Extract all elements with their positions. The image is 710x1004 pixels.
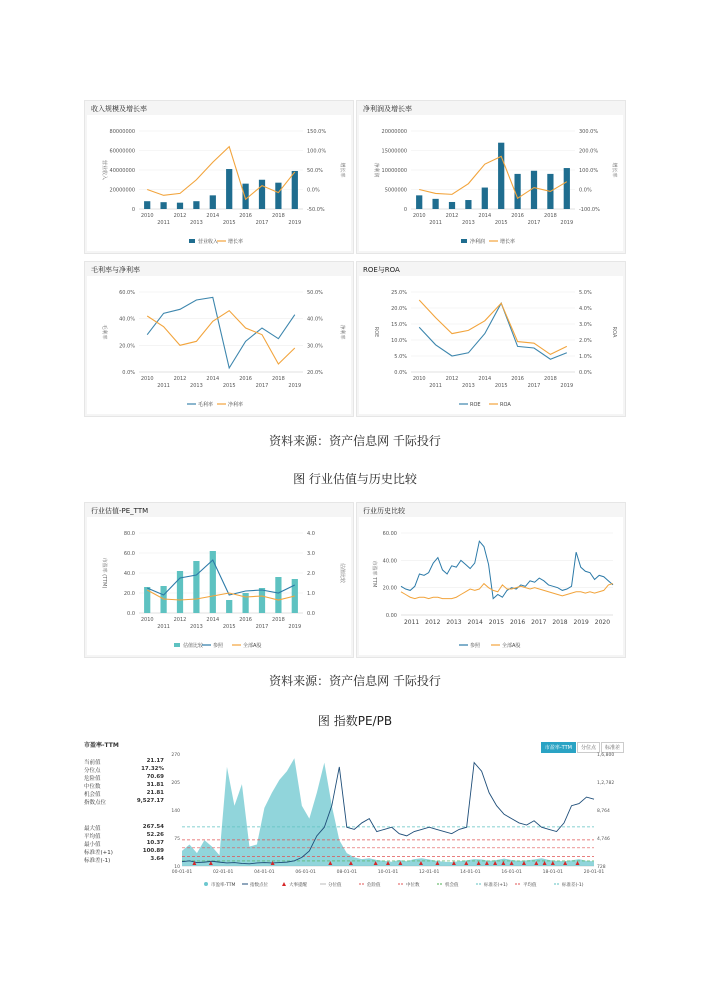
x-tick-label: 2018 xyxy=(272,617,285,623)
x-tick-label: 20-01-01 xyxy=(583,870,605,875)
panel-title: 净利润及增长率 xyxy=(363,105,412,113)
x-tick-label: 04-01-01 xyxy=(254,870,275,875)
y-tick-label: 60.0% xyxy=(119,290,135,296)
legend-label: 参照 xyxy=(470,643,481,649)
panel-history xyxy=(356,502,626,658)
y2-tick-label: 20.0% xyxy=(307,370,323,376)
y-tick-label: 0 xyxy=(131,207,135,213)
stats-value: 3.64 xyxy=(150,856,164,862)
source-caption-2: 资料来源：资产信息网 千际投行 xyxy=(269,674,441,688)
stats-value: 31.81 xyxy=(146,782,164,788)
x-tick-label: 08-01-01 xyxy=(336,870,358,875)
y-tick-label: 15.0% xyxy=(391,322,407,328)
y-tick-label: 20.0% xyxy=(391,306,407,312)
legend-label: 估值比较 xyxy=(183,643,204,649)
legend-label: 危险值 xyxy=(367,883,381,888)
x-tick-label: 2017 xyxy=(527,220,541,226)
y-tick-label: 0 xyxy=(403,207,407,213)
x-tick-label: 2010 xyxy=(140,213,154,219)
y2-tick-label: 2.0% xyxy=(579,338,592,344)
y2-tick-label: 4.0 xyxy=(307,531,315,537)
x-tick-label: 2015 xyxy=(222,220,236,226)
y-tick-label: 5000000 xyxy=(384,187,407,194)
x-tick-label: 2017 xyxy=(255,383,269,389)
legend-swatch xyxy=(204,882,208,886)
legend-swatch xyxy=(282,882,286,886)
legend-label: 大事提醒 xyxy=(289,883,307,888)
x-tick-label: 18-01-01 xyxy=(542,870,564,875)
legend-label: ROE xyxy=(470,402,481,408)
y2-tick-label: -100.0% xyxy=(579,207,600,213)
x-tick-label: 2012 xyxy=(445,376,459,382)
bar xyxy=(193,561,199,613)
y2-axis-title: ROA xyxy=(611,326,617,338)
legend-label: 市盈率-TTM xyxy=(211,883,236,888)
y-tick-label: 60.00 xyxy=(382,531,397,537)
legend-label: 全部A股 xyxy=(502,643,521,649)
panel-roe xyxy=(356,261,626,417)
stats-value: 17.32% xyxy=(141,766,164,772)
y2-tick-label: 200.0% xyxy=(579,148,599,155)
pe-area xyxy=(182,758,594,866)
bar xyxy=(177,203,183,209)
series-line xyxy=(147,147,295,200)
series-line xyxy=(419,156,567,198)
y2-tick-label: 1.0 xyxy=(307,591,315,597)
y-axis-title: 净利润 xyxy=(373,162,379,178)
panel-margins xyxy=(84,261,354,417)
legend-label: 净利润 xyxy=(470,239,486,245)
stats-row xyxy=(84,782,164,790)
x-tick-label: 2012 xyxy=(173,376,187,382)
x-tick-label: 2016 xyxy=(511,213,524,219)
y-tick-label: 0.00 xyxy=(385,613,397,619)
y-axis-title: 市盈率 TTM xyxy=(371,560,377,588)
stats-label: 分位点 xyxy=(84,768,101,774)
series-line xyxy=(401,541,613,598)
percentile-button[interactable]: 分位点 xyxy=(577,742,600,753)
x-tick-label: 2013 xyxy=(190,624,203,630)
y-tick-label: 60.0 xyxy=(123,551,135,557)
legend-label: 指数点位 xyxy=(250,883,268,888)
y-tick-label: 205 xyxy=(171,781,180,786)
bar xyxy=(465,200,471,209)
x-tick-label: 2014 xyxy=(206,213,220,219)
stats-row xyxy=(84,774,164,782)
x-tick-label: 2018 xyxy=(272,213,285,219)
stats-value: 267.54 xyxy=(142,824,164,830)
stats-title: 市盈率-TTM xyxy=(84,742,119,749)
stats-row xyxy=(84,848,164,856)
legend-label: 全部A股 xyxy=(243,643,262,649)
x-tick-label: 2010 xyxy=(412,376,426,382)
x-tick-label: 2011 xyxy=(157,624,170,630)
legend-label: 机会值 xyxy=(445,883,459,888)
x-tick-label: 2011 xyxy=(157,220,170,226)
x-tick-label: 2011 xyxy=(403,619,420,626)
stats-label: 中位数 xyxy=(84,784,101,790)
legend-label: 参照 xyxy=(213,643,224,649)
stats-label: 危险值 xyxy=(84,776,101,782)
x-tick-label: 2016 xyxy=(239,617,252,623)
y-tick-label: 75 xyxy=(174,837,180,842)
stats-row xyxy=(84,856,164,864)
y2-axis-title: 估值比较 xyxy=(339,562,345,584)
y-axis-title: 毛利率 xyxy=(101,324,107,340)
panel-title: ROE与ROA xyxy=(363,266,400,274)
x-tick-label: 2017 xyxy=(255,624,269,630)
x-tick-label: 2014 xyxy=(478,213,492,219)
x-tick-label: 2011 xyxy=(429,383,442,389)
stats-label: 标准差(+1) xyxy=(84,850,113,856)
x-tick-label: 2014 xyxy=(206,617,220,623)
y2-axis-title: 净利率 xyxy=(339,324,345,340)
valuation-chart xyxy=(87,517,351,655)
y-tick-label: 10 xyxy=(174,865,180,870)
margins-chart xyxy=(87,276,351,414)
index-pe-chart xyxy=(166,740,624,892)
x-tick-label: 2015 xyxy=(494,383,508,389)
stats-label: 最大值 xyxy=(84,826,101,832)
bar xyxy=(275,577,281,613)
x-tick-label: 02-01-01 xyxy=(212,870,234,875)
x-tick-label: 2010 xyxy=(412,213,426,219)
y2-tick-label: 4,746 xyxy=(597,837,610,842)
x-tick-label: 2012 xyxy=(173,213,187,219)
y2-tick-label: 40.0% xyxy=(307,316,323,323)
y-tick-label: 140 xyxy=(171,809,180,814)
panel-revenue xyxy=(84,100,354,254)
history-chart xyxy=(359,517,623,655)
stats-row xyxy=(84,798,164,806)
legend-label: 增长率 xyxy=(228,239,244,245)
x-tick-label: 2019 xyxy=(288,624,302,630)
x-tick-label: 2015 xyxy=(222,624,236,630)
y-axis-title: 市盈率 (TTM) xyxy=(101,557,107,589)
stats-value: 10.37 xyxy=(146,840,164,846)
y2-tick-label: 0.0% xyxy=(307,187,320,194)
panel-title: 行业历史比较 xyxy=(363,507,405,515)
x-tick-label: 2011 xyxy=(157,383,170,389)
y2-tick-label: 100.0% xyxy=(579,168,599,174)
y-tick-label: 0.0 xyxy=(127,611,135,617)
stats-row xyxy=(84,832,164,840)
stats-label: 平均值 xyxy=(84,834,101,840)
x-tick-label: 2013 xyxy=(462,383,475,389)
y2-tick-label: 50.0% xyxy=(307,290,323,296)
legend-swatch xyxy=(174,643,180,647)
y-tick-label: 60000000 xyxy=(109,148,135,155)
legend-label: 分位值 xyxy=(328,883,342,888)
x-tick-label: 2012 xyxy=(425,619,441,626)
source-caption-1: 资料来源：资产信息网 千际投行 xyxy=(269,434,441,448)
y2-tick-label: 1,2,782 xyxy=(597,781,615,786)
x-tick-label: 2015 xyxy=(494,220,508,226)
y-tick-label: 20.0% xyxy=(119,343,135,350)
figure-caption-2: 图 指数PE/PB xyxy=(317,714,393,728)
stats-value: 21.81 xyxy=(146,790,164,796)
stats-row xyxy=(84,758,164,766)
y-tick-label: 20000000 xyxy=(109,187,135,194)
y2-tick-label: 0.0% xyxy=(579,187,592,194)
legend-swatch xyxy=(189,239,195,243)
netprofit-chart xyxy=(359,115,623,251)
y2-tick-label: 0.0% xyxy=(579,370,592,376)
x-tick-label: 2016 xyxy=(509,619,526,626)
panel-title: 毛利率与净利率 xyxy=(91,266,140,274)
y-tick-label: 40000000 xyxy=(109,168,135,174)
y2-tick-label: 1.0% xyxy=(579,354,592,360)
y2-tick-label: 3.0% xyxy=(579,322,592,328)
y2-tick-label: 0.0 xyxy=(307,611,315,617)
stats-value: 52.26 xyxy=(146,832,164,838)
x-tick-label: 2018 xyxy=(552,619,568,626)
x-tick-label: 16-01-01 xyxy=(501,870,522,875)
panel-netprofit xyxy=(356,100,626,254)
stats-value: 21.17 xyxy=(146,758,164,764)
x-tick-label: 2019 xyxy=(560,383,574,389)
y-tick-label: 10000000 xyxy=(381,168,407,174)
x-tick-label: 2019 xyxy=(560,220,574,226)
stats-label: 当前值 xyxy=(84,760,101,766)
bar xyxy=(193,201,199,209)
y-tick-label: 20000000 xyxy=(381,129,407,135)
bar xyxy=(259,588,265,613)
legend-label: 平均值 xyxy=(523,883,537,888)
stats-label: 机会值 xyxy=(84,792,101,798)
bar xyxy=(416,195,422,209)
x-tick-label: 2019 xyxy=(288,220,302,226)
x-tick-label: 2017 xyxy=(255,220,269,226)
x-tick-label: 2015 xyxy=(488,619,505,626)
series-line xyxy=(147,560,295,595)
bar xyxy=(226,600,232,613)
y2-tick-label: 5.0% xyxy=(579,290,592,296)
y2-tick-label: -50.0% xyxy=(307,207,325,213)
x-tick-label: 2018 xyxy=(544,376,557,382)
bar xyxy=(226,169,232,209)
x-tick-label: 2010 xyxy=(140,617,154,623)
y2-tick-label: 3.0 xyxy=(307,551,315,557)
legend-label: 毛利率 xyxy=(198,402,214,408)
x-tick-label: 2013 xyxy=(190,220,203,226)
legend-swatch xyxy=(461,239,467,243)
x-tick-label: 2013 xyxy=(446,619,462,626)
y2-tick-label: 150.0% xyxy=(307,129,327,135)
x-tick-label: 2017 xyxy=(527,383,541,389)
legend-label: 净利率 xyxy=(228,402,244,408)
y-tick-label: 40.00 xyxy=(382,558,397,565)
figure-caption-1: 图 行业估值与历史比较 xyxy=(293,472,417,486)
x-tick-label: 10-01-01 xyxy=(377,870,399,875)
x-tick-label: 2016 xyxy=(239,213,252,219)
y2-tick-label: 1,6,800 xyxy=(597,753,615,758)
stats-row xyxy=(84,824,164,832)
y2-axis-title: 增长率 xyxy=(339,162,345,178)
x-tick-label: 2019 xyxy=(573,619,589,626)
stats-value: 9,527.17 xyxy=(136,798,164,804)
y-tick-label: 0.0% xyxy=(394,370,407,376)
x-tick-label: 12-01-01 xyxy=(418,870,440,875)
y-tick-label: 10.0% xyxy=(391,338,407,344)
stats-row xyxy=(84,840,164,848)
panel-valuation xyxy=(84,502,354,658)
legend-label: 增长率 xyxy=(500,239,516,245)
x-tick-label: 2010 xyxy=(140,376,154,382)
x-tick-label: 00-01-01 xyxy=(171,870,193,875)
bar xyxy=(160,202,166,209)
y-tick-label: 5.0% xyxy=(394,354,407,360)
x-tick-label: 2018 xyxy=(272,376,285,382)
bar xyxy=(259,180,265,209)
y-tick-label: 80000000 xyxy=(109,129,135,135)
bar xyxy=(144,201,150,209)
stats-value: 70.69 xyxy=(146,774,164,780)
y-tick-label: 270 xyxy=(171,753,180,758)
bar xyxy=(432,199,438,209)
bar xyxy=(498,143,504,209)
stats-row xyxy=(84,766,164,774)
stats-value: 100.89 xyxy=(142,848,164,854)
x-tick-label: 2012 xyxy=(445,213,459,219)
y2-tick-label: 8,764 xyxy=(597,809,610,814)
panel-title: 行业估值-PE_TTM xyxy=(91,507,149,515)
y2-tick-label: 30.0% xyxy=(307,343,323,350)
stats-label: 最小值 xyxy=(84,842,101,848)
pe-ttm-button[interactable]: 市盈率-TTM xyxy=(541,742,576,753)
y-tick-label: 15000000 xyxy=(381,148,407,155)
y-tick-label: 0.0% xyxy=(122,370,135,376)
y-tick-label: 80.0 xyxy=(123,531,135,537)
stats-label: 标准差(-1) xyxy=(84,858,111,864)
legend-label: ROA xyxy=(500,402,511,408)
x-tick-label: 2016 xyxy=(511,376,524,382)
y-tick-label: 20.00 xyxy=(382,585,397,592)
y2-tick-label: 4.0% xyxy=(579,306,592,312)
y2-tick-label: 2.0 xyxy=(307,571,315,577)
legend-label: 营业收入 xyxy=(198,239,219,245)
panel-title: 收入规模及增长率 xyxy=(91,105,147,113)
x-tick-label: 2011 xyxy=(429,220,442,226)
x-tick-label: 2013 xyxy=(190,383,203,389)
y-tick-label: 40.0% xyxy=(119,316,135,323)
bar xyxy=(449,202,455,209)
index-pe-panel xyxy=(84,740,624,892)
bar xyxy=(292,171,298,209)
y2-axis-title: 增长率 xyxy=(611,162,617,178)
x-tick-label: 06-01-01 xyxy=(295,870,316,875)
revenue-chart xyxy=(87,115,351,251)
x-tick-label: 2020 xyxy=(594,619,611,626)
y2-tick-label: 50.0% xyxy=(307,168,323,174)
x-tick-label: 2014 xyxy=(467,619,483,626)
y2-tick-label: 300.0% xyxy=(579,129,599,135)
bar xyxy=(531,171,537,209)
bar xyxy=(564,168,570,209)
y-tick-label: 40.0 xyxy=(123,571,135,577)
x-tick-label: 2016 xyxy=(239,376,252,382)
bar xyxy=(482,188,488,209)
x-tick-label: 2014 xyxy=(206,376,220,382)
x-tick-label: 2014 xyxy=(478,376,492,382)
stddev-button[interactable]: 标准差 xyxy=(601,742,624,753)
y-tick-label: 25.0% xyxy=(391,290,407,296)
x-tick-label: 2018 xyxy=(544,213,557,219)
x-tick-label: 2012 xyxy=(173,617,187,623)
stats-label: 指数点位 xyxy=(84,800,107,806)
y-tick-label: 20.0 xyxy=(123,591,135,597)
bar xyxy=(210,195,216,209)
x-tick-label: 2019 xyxy=(288,383,302,389)
x-tick-label: 2017 xyxy=(531,619,547,626)
bar xyxy=(242,184,248,209)
legend-label: 中位数 xyxy=(406,883,420,888)
roe-chart xyxy=(359,276,623,414)
legend-label: 标准差(+1) xyxy=(484,883,508,888)
stats-row xyxy=(84,790,164,798)
y-axis-title: ROE xyxy=(373,326,379,338)
x-tick-label: 2013 xyxy=(462,220,475,226)
y2-tick-label: 100.0% xyxy=(307,148,327,155)
y2-tick-label: 728 xyxy=(597,865,606,870)
legend-label: 标准差(-1) xyxy=(562,883,584,888)
x-tick-label: 14-01-01 xyxy=(460,870,481,875)
bar xyxy=(275,183,281,209)
y-axis-title: 营业收入 xyxy=(101,159,107,181)
x-tick-label: 2015 xyxy=(222,383,236,389)
